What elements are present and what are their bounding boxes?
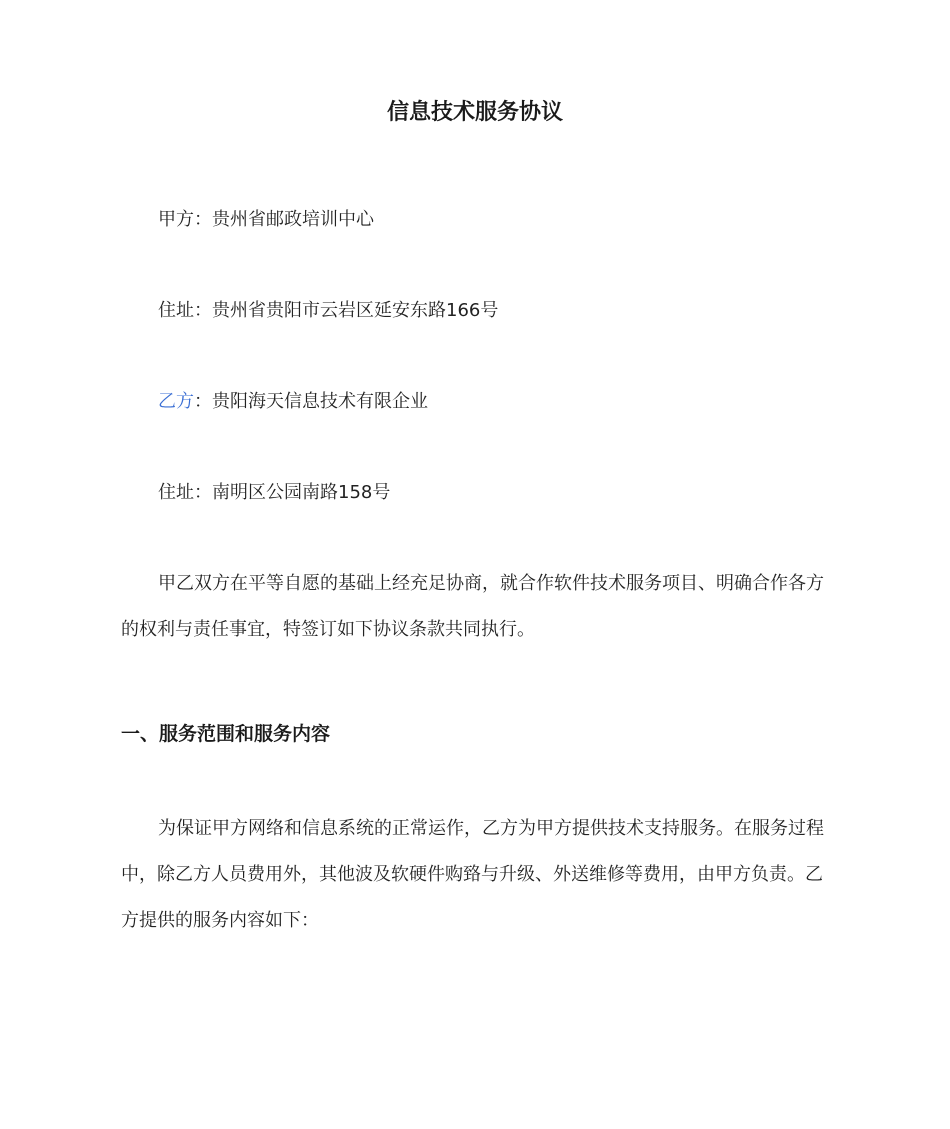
party-a-value: 贵州省邮政培训中心 xyxy=(212,209,374,230)
party-b-address-value: 南明区公园南路158号 xyxy=(212,482,391,503)
section-1-heading: 一、服务范围和服务内容 xyxy=(121,723,331,745)
document-title: 信息技术服务协议 xyxy=(386,100,563,125)
party-a-separator: ： xyxy=(194,209,212,230)
party-a-address-line xyxy=(158,298,498,324)
party-b-separator: ： xyxy=(194,391,212,412)
party-a-label: 甲方 xyxy=(158,209,194,230)
party-a-address-value: 贵州省贵阳市云岩区延安东路166号 xyxy=(212,300,499,321)
party-b-address-separator: ： xyxy=(194,482,212,503)
party-b-value: 贵阳海天信息技术有限企业 xyxy=(212,391,428,412)
party-b-address-line xyxy=(158,480,390,506)
party-b-line xyxy=(158,389,428,415)
section-1-paragraph: 为保证甲方网络和信息系统的正常运作，乙方为甲方提供技术支持服务。在服务过程中，除乙方人员费用外，其他波及软硬件购臵与升级、外送维修等费用，由甲方负责。乙方提供的服务内容如下： xyxy=(121,818,824,931)
party-a-address-label: 住址 xyxy=(158,300,194,321)
intro-paragraph: 甲乙双方在平等自愿的基础上经充足协商，就合作软件技术服务项目、明确合作各方的权利与责任事宜，特签订如下协议条款共同执行。 xyxy=(121,573,824,640)
party-b-label: 乙方 xyxy=(158,391,194,412)
party-a-address-separator: ： xyxy=(194,300,212,321)
party-b-address-label: 住址 xyxy=(158,482,194,503)
party-a-line xyxy=(158,207,374,233)
